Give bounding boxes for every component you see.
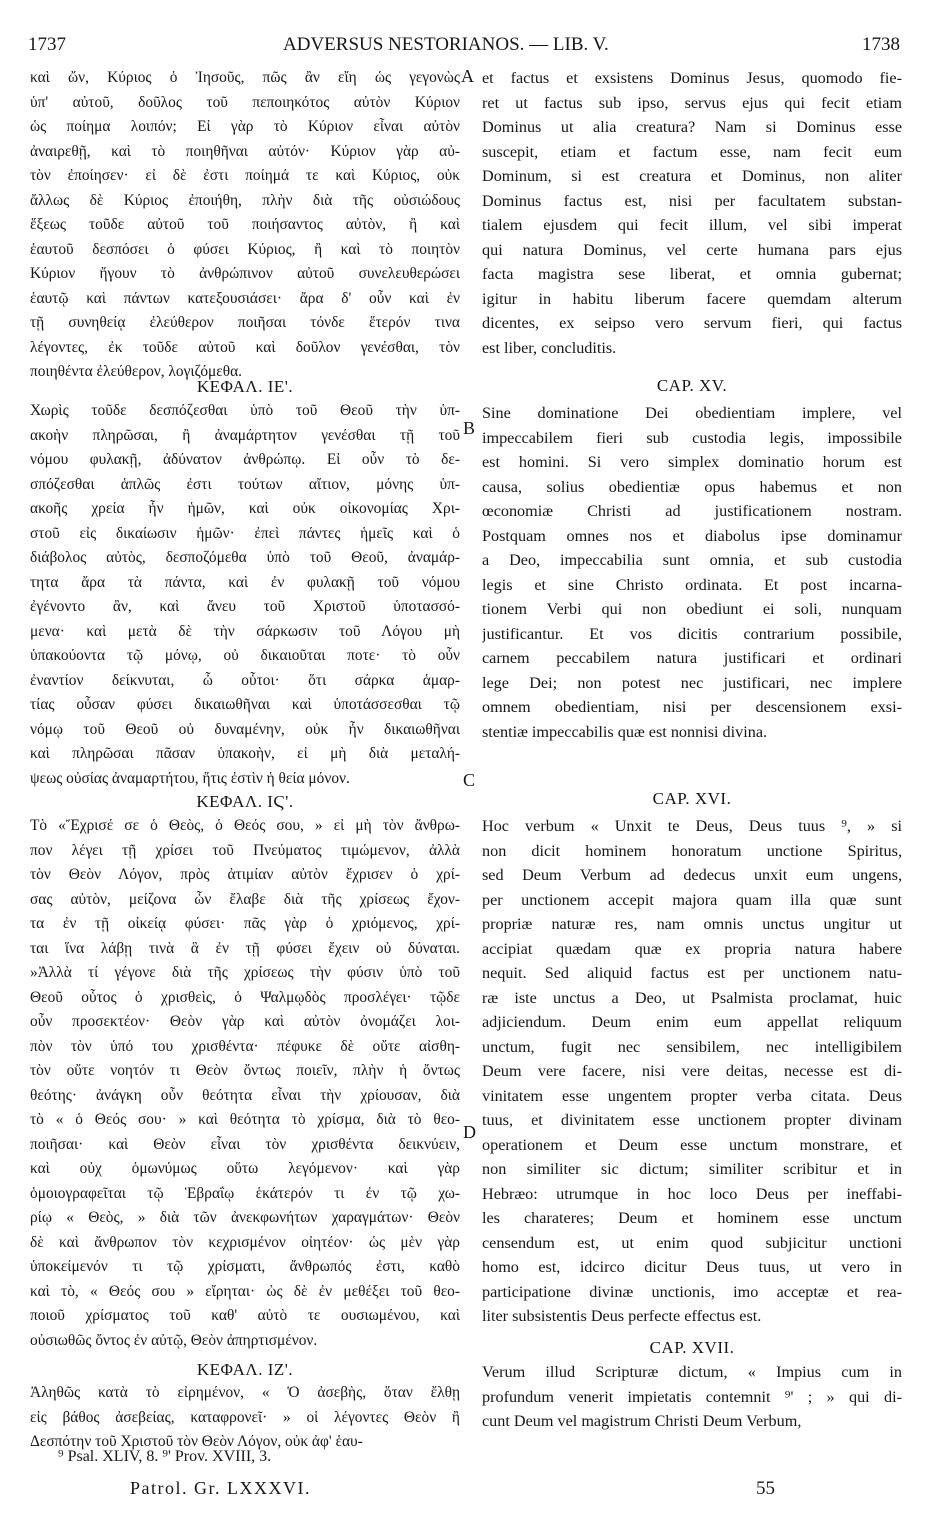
text-line: πὸν τὸν ὑπό του χρισθέντα· πέφυκε δὲ οὔτε αἰσθη- — [30, 1037, 460, 1055]
text-line: nequit. Sed aliquid factus est per unctionem natu- — [482, 964, 902, 982]
text-line: τητα ἄρα τὰ πάντα, καὶ ἐν φυλακῇ τοῦ νόμου — [30, 573, 460, 591]
text-line: οὐσιωθῶς ὄντος ἐν αὐτῷ, Θεὸν ἀπηρτισμένον. — [30, 1331, 318, 1349]
text-line: dicentes, ex seipso vero servum fieri, qui factus — [482, 314, 902, 332]
text-line: Τὸ «Ἔχρισέ σε ὁ Θεὸς, ὁ Θεός σου, » εἰ μὴ τὸν ἄνθρω- — [30, 817, 460, 834]
text-line: δὲ καὶ ἄνθρωπον τὸν κεχρισμένον οἰητέον· ὡς μὲν γὰρ — [30, 1233, 460, 1251]
text-line: Sine dominatione Dei obedientiam implere, vel — [482, 404, 902, 422]
text-line: est homini. Si vero simplex dominatio horum est — [482, 453, 902, 471]
text-line: ὁμοιογραφεῖται τῷ Ἑβραΐῳ ἑκάτερόν τι ἐν τῷ χω- — [30, 1184, 460, 1202]
text-line: Verum illud Scripturæ dictum, « Impius cum in — [482, 1363, 902, 1381]
greek-cap-17-heading — [30, 1358, 460, 1383]
text-line: sed Deum Verbum ad dedecus unxit eum ungens, — [482, 866, 902, 884]
text-line: igitur in habitu liberum facere quemdam alterum — [482, 289, 902, 308]
text-line: tuus, et divinitatem esse unctionem propter divinam — [482, 1111, 902, 1129]
text-line: Δεσπότην τοῦ Χριστοῦ τὸν Θεὸν Λόγον, οὐκ ἀφ' ἑαυ- — [30, 1433, 363, 1450]
text-line: καὶ οὐχ ὁμωνύμως οὕτω λεγόμενον· καὶ γὰρ — [30, 1160, 460, 1177]
text-line: ὑπακούοντα τῷ μόνῳ, οὐ δικαιοῦται ποτε· τὸ οὖν — [30, 647, 460, 664]
text-line: liter subsistentis Deus perfecte effectus est. — [482, 1307, 762, 1325]
margin-marker-a: A — [461, 66, 474, 86]
text-line: adjiciendum. Deum enim eum appellat reliquum — [482, 1013, 902, 1031]
text-line: ἐγένοντο ἂν, καὶ ἄνευ τοῦ Χριστοῦ ὑποτασσό- — [30, 598, 460, 615]
text-line: ὑποκείμενόν τι τῷ χρίσματι, ἄνθρωπός ἐστι, καθὸ — [30, 1258, 460, 1275]
text-line: Hoc verbum « Unxit te Deus, Deus tuus ⁹, » si — [482, 817, 902, 835]
text-line: πον λέγει τῇ χρίσει τοῦ Πνεύματος τιμώμενον, ἀλλὰ — [30, 841, 460, 859]
chapter-heading: CAP. XVI. — [652, 789, 732, 808]
text-line: ακοῆς χρεία ἦν ἡμῶν, καὶ οὐκ οἰκονομίας Χρι- — [30, 500, 460, 517]
text-line: justificantur. Et vos dicitis contrarium possibile, — [482, 624, 902, 643]
latin-block-2 — [482, 401, 902, 744]
text-line: σπόζεσθαι ἁπλῶς ἐστι τούτων αἴτιον, μόνης ὑπ- — [30, 475, 460, 493]
text-line: Postquam omnes nos et diabolus ipse dominamur — [482, 526, 902, 545]
text-line: Ἀληθῶς κατὰ τὸ εἰρημένον, « Ὁ ἀσεβὴς, ὅταν ἔλθῃ — [30, 1384, 460, 1401]
text-line: Κύριον ἤγουν τὸ ἀνθρώπινον αὐτοῦ συνελευθερώσει — [30, 265, 460, 282]
page-header — [28, 34, 900, 60]
latin-cap-16-heading — [482, 787, 902, 812]
text-line: per unctionem accepit majora quam illa quæ sunt — [482, 890, 902, 909]
text-line: ret ut factus sub ipso, servus ejus qui fecit etiam — [482, 93, 902, 112]
text-line: »Ἀλλὰ τί γέγονε διὰ τῆς χρίσεως τὴν φύσιν ὑπὸ τοῦ — [30, 964, 460, 981]
text-line: οὖν προσεκτέον· Θεὸν γὰρ καὶ αὐτὸν ὀνομάζει λοι- — [30, 1013, 460, 1030]
margin-marker-c: C — [463, 770, 476, 790]
text-line: tionem Verbi qui non obediunt ei soli, nunquam — [482, 600, 902, 618]
text-line: ποιῆσαι· καὶ Θεὸν εἶναι τὸν χρισθέντα δεικνύειν, — [30, 1135, 460, 1153]
greek-cap-16-heading — [30, 790, 460, 815]
text-line: Θεοῦ οὗτος ὁ χρισθεὶς, ὁ Ψαλμῳδὸς προσλέγει· τῷδε — [30, 988, 460, 1006]
text-line: διάβολος αὐτὸς, δεσποζόμεθα ὑπὸ τοῦ Θεοῦ, ἀναμάρ- — [30, 549, 460, 566]
latin-block-1 — [482, 66, 902, 360]
text-line: Dominum, si est creatura et Dominus, non aliter — [482, 167, 902, 185]
text-line: participatione divinæ unctionis, imo acceptæ et rea- — [482, 1282, 902, 1301]
text-line: τὸν οὔτε νοητόν τι Θεὸν ὄντως ποιεῖν, πλὴν ἡ ὄντως — [30, 1062, 460, 1079]
text-line: facta magistra sese liberat, et omnia gubernat; — [482, 265, 902, 283]
margin-marker-d: D — [463, 1122, 476, 1142]
text-line: εἰς βάθος ἀσεβείας, καταφρονεῖ· » οἱ λέγοντες Θεὸν ἢ — [30, 1408, 460, 1426]
text-line: καὶ πληρῶσαι πᾶσαν ὑπακοὴν, εἰ μὴ διὰ μεταλή- — [30, 745, 460, 762]
text-line: ἄλλως δὲ Κύριος ἐποιήθη, πλὴν διὰ τῆς οὐσιώδους — [30, 191, 460, 209]
text-line: les charateres; Deum et hominem esse unctum — [482, 1209, 902, 1227]
chapter-heading: ΚΕΦΑΛ. ΙΕ'. — [196, 377, 294, 396]
text-line: censendum est, ut enim quod subjicitur unctioni — [482, 1233, 902, 1252]
text-line: σας αὐτὸν, μείζονα ὧν ἔλαβε διὰ τῆς χρίσεως ἔχον- — [30, 890, 460, 908]
text-line: θεότης· ἀνάγκη οὖν θεότητα εἶναι τὴν χρίουσαν, διὰ — [30, 1086, 460, 1104]
text-line: ὡς ποίημα λοιπόν; Εἰ γὰρ τὸ Κύριον εἶναι αὐτὸν — [30, 118, 460, 135]
text-line: et factus et exsistens Dominus Jesus, quomodo fie- — [482, 69, 902, 87]
greek-block-3 — [30, 814, 460, 1353]
text-line: τὸν ἐποίησεν· εἰ δὲ ἐστι ποίημά τε καὶ Κύριος, οὐκ — [30, 167, 460, 184]
greek-cap-15-heading — [30, 375, 460, 400]
text-line: operationem et Deum esse unctum monstrare, et — [482, 1135, 902, 1154]
text-line: œconomiæ Christi ad justificationem nostram. — [482, 502, 902, 520]
text-line: non dicit hominem honoratum unctione Spiritus, — [482, 841, 902, 860]
latin-cap-15-heading — [482, 374, 902, 399]
chapter-heading: CAP. XVII. — [649, 1338, 735, 1357]
text-line: ἕξεως τοῦδε αὐτοῦ τοῦ ποιήσαντος αὐτὸν, ἢ καὶ — [30, 216, 460, 233]
text-line: ὑπ' αὐτοῦ, δοῦλος τοῦ πεποιηκότος αὐτὸν Κύριον — [30, 93, 460, 111]
text-line: τίας οὖσαν φύσει δικαιωθῆναι καὶ ὑποτάσσεσθαι τῷ — [30, 696, 460, 713]
text-line: καὶ τὸ, « Θεός σου » εἴρηται· ὡς δὲ ἐν μεθέξει τοῦ θεο- — [30, 1282, 460, 1300]
text-line: propriæ naturæ res, nam omnis unctus ungitur ut — [482, 915, 902, 933]
text-line: non similiter sic dictum; similiter scribitur et in — [482, 1160, 902, 1178]
text-line: impeccabilem fieri sub custodia legis, impossibile — [482, 428, 902, 447]
text-line: profundum venerit impietatis contemnit ⁹' ; » qui di- — [482, 1387, 902, 1406]
margin-marker-b: B — [463, 418, 476, 438]
text-line: carnem peccabilem natura justificari et ordinari — [482, 649, 902, 667]
latin-cap-17-heading — [482, 1336, 902, 1361]
latin-block-4 — [482, 1360, 902, 1434]
text-line: omnem obedientiam, nisi per descensionem exsi- — [482, 698, 902, 716]
column-number-left: 1737 — [28, 34, 66, 55]
text-line: ἑαυτοῦ δεσπόσει ὁ φύσει Κύριος, ἢ καὶ τὸ ποιητὸν — [30, 240, 460, 258]
text-line: homo est, idcirco dicitur Deus tuus, ut vero in — [482, 1258, 902, 1276]
text-line: ἑαυτῷ καὶ πάντων κατεξουσιάσει· ἄρα δ' οὖν καὶ ἐν — [30, 289, 460, 307]
text-line: Dominus ut alia creatura? Nam si Dominus esse — [482, 118, 902, 136]
greek-block-2 — [30, 399, 460, 791]
text-line: qui natura Dominus, vel certe humana pars ejus — [482, 240, 902, 259]
text-line: τὸν Θεὸν Λόγον, πρὸς ἀτιμίαν αὐτὸν ἔχρισεν ὁ χρί- — [30, 866, 460, 883]
greek-block-1 — [30, 66, 460, 385]
text-line: suscepit, etiam et factum esse, nam fecit eum — [482, 142, 902, 161]
text-line: Hebræo: utrumque in hoc loco Deus per ineffabi- — [482, 1184, 902, 1203]
text-line: ρίῳ « Θεὸς, » διὰ τῶν ἀνεκφωνήτων χαραγμάτων· Θεὸν — [30, 1209, 460, 1226]
footnote: ⁹ Psal. XLIV, 8. ⁹' Prov. XVIII, 3. — [58, 1448, 272, 1465]
text-line: ἐναντίον δείκνυται, ὦ οὗτοι· ὅτι σάρκα ἁμαρ- — [30, 671, 460, 689]
text-line: unctum, fugit nec sensibilem, nec intelligibilem — [482, 1037, 902, 1056]
greek-block-4 — [30, 1381, 460, 1455]
running-title: ADVERSUS NESTORIANOS. — LIB. V. — [283, 34, 609, 55]
text-line: stentiæ impeccabilis quæ est nonnisi divina. — [482, 722, 768, 741]
text-line: ται ἵνα λάβῃ τινὰ ἃ ἐν τῇ φύσει ἔχειν οὐ δύναται. — [30, 939, 460, 957]
text-line: νόμου φυλακῇ, ἀδύνατον ἀνθρώπῳ. Εἰ οὖν τὸ δε- — [30, 451, 460, 468]
chapter-heading: CAP. XV. — [656, 376, 728, 395]
latin-block-3 — [482, 814, 902, 1329]
text-line: Dominus factus est, nisi per facultatem substan- — [482, 191, 902, 210]
text-line: νόμῳ τοῦ Θεοῦ οὐ δυναμένην, οὐκ ἦν δικαιωθῆναι — [30, 720, 460, 738]
text-line: legis et sine Christo ordinata. Et post incarna- — [482, 575, 902, 594]
text-line: τα ἐν τῇ οἰκείᾳ φύσει· πᾶς γὰρ ὁ χριόμενος, χρί- — [30, 915, 460, 932]
text-line: tialem ejusdem qui fecit illum, vel sibi imperat — [482, 216, 902, 234]
text-line: μενα· καὶ μετὰ δὲ τὴν σάρκωσιν τοῦ Λόγου μὴ — [30, 622, 460, 640]
text-line: ποιηθέντα ἐλεύθερον, λογιζόμεθα. — [30, 363, 243, 380]
chapter-heading: ΚΕΦΑΛ. ΙΖ'. — [196, 1360, 294, 1379]
text-line: cunt Deum vel magistrum Christi Deum Verbum, — [482, 1412, 802, 1430]
text-line: ræ iste unctus a Deo, ut Psalmista proclamat, huic — [482, 988, 902, 1007]
text-line: καὶ ὤν, Κύριος ὁ Ἰησοῦς, πῶς ἂν εἴη ὡς γεγονὼς — [30, 69, 460, 86]
text-line: Deum vere facere, nisi vere deitas, necesse est di- — [482, 1062, 902, 1080]
column-number-right: 1738 — [862, 34, 900, 55]
text-line: ποιοῦ χρίσματος τοῦ καθ' αὐτὸ τε ουσιωμένου, καὶ — [30, 1307, 460, 1324]
text-line: ψεως οὐσίας ἀναμαρτήτου, ἥτις ἐστὶν ἡ θεία μόνον. — [30, 769, 350, 787]
text-line: τῇ συνηθείᾳ ἐλεύθερον ποιῆσαι τόνδε ἕτερόν τινα — [30, 314, 460, 331]
signature-mark: Patrol. Gr. LXXXVI. — [130, 1478, 311, 1498]
text-line: τὸ « ὁ Θεός σου· » καὶ θεότητα τὸ χρίσμα, διὰ τὸ θεο- — [30, 1111, 460, 1128]
chapter-heading: ΚΕΦΑΛ. ΙϚ'. — [196, 792, 294, 811]
text-line: στοῦ εἰς δικαίωσιν ἡμῶν· ἐπεὶ πάντες ἡμεῖς καὶ ὁ — [30, 524, 460, 542]
text-line: Χωρὶς τοῦδε δεσπόζεσθαι ὑπὸ τοῦ Θεοῦ τὴν ὑπ- — [30, 402, 460, 419]
text-line: λέγοντες, ἐκ τοῦδε αὐτοῦ καὶ δοῦλον γενέσθαι, τὸν — [30, 338, 460, 356]
text-line: causa, solius obedientiæ opus habemus et non — [482, 477, 902, 496]
text-line: vinitatem esse ungentem propter verba citata. Deus — [482, 1086, 902, 1105]
page-number: 55 — [756, 1478, 775, 1499]
text-line: lege Dei; non potest nec justificari, nec implere — [482, 673, 902, 692]
text-line: ἀναιρεθῇ, καὶ τὸ ποιηθῆναι αὐτόν· Κύριον γὰρ αὐ- — [30, 142, 460, 160]
text-line: accipiat quædam quæ ex propria natura habere — [482, 939, 902, 958]
text-line: a Deo, impeccabilia sunt omnia, et sub custodia — [482, 551, 902, 569]
text-line: est liber, concluditis. — [482, 338, 617, 357]
text-line: ακοὴν πληρῶσαι, ἢ ἀναμάρτητον γενέσθαι τῇ τοῦ — [30, 426, 460, 444]
